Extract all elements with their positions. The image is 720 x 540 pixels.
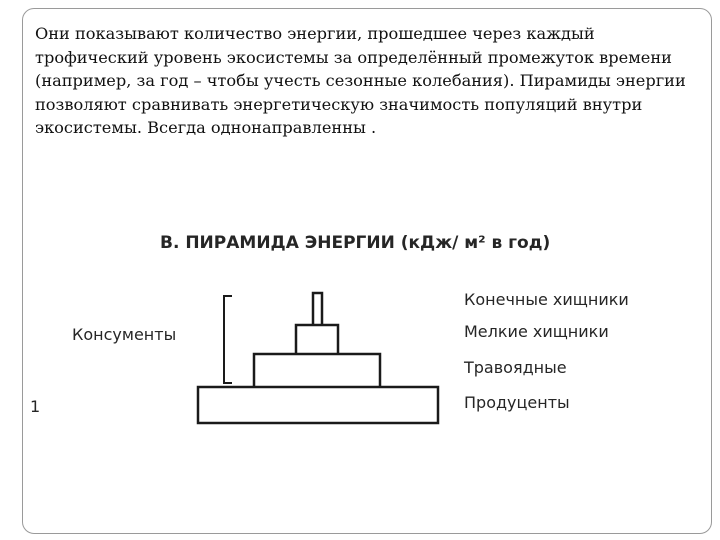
- consumers-label: Консументы: [72, 325, 177, 344]
- consumers-bracket: [224, 296, 232, 383]
- diagram-title: В. ПИРАМИДА ЭНЕРГИИ (кДж/ м² в год): [160, 233, 551, 253]
- pyramid-level-small-predators: [296, 325, 338, 355]
- level-label-top-consumers: Конечные хищники: [464, 290, 629, 309]
- pyramid-level-herbivores: [254, 354, 380, 388]
- slide-body-text: Они показывают количество энергии, прошедшее через каждый трофический уровень экосистемы за определённый промежуток времени (например, за год – чтобы учесть сезонные колебания). Пирамиды энергии позволяют сравнивать энергетическую значимость популяций внутри экосистемы. Всегда однонаправленны .: [35, 24, 686, 137]
- level-label-producers: Продуценты: [464, 393, 570, 412]
- side-number: 1: [30, 397, 41, 416]
- pyramid-level-producers: [198, 387, 438, 423]
- level-label-small-predators: Мелкие хищники: [464, 322, 609, 341]
- level-label-herbivores: Травоядные: [464, 358, 567, 377]
- pyramid-level-top-consumers: [313, 293, 322, 327]
